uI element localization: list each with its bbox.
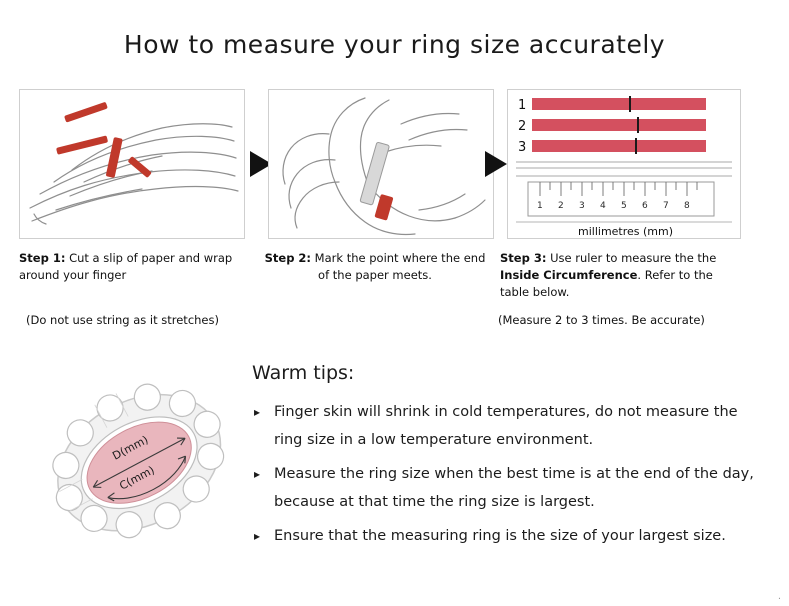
ring-circumference-label: C(mm) bbox=[117, 463, 157, 493]
ring-diagram bbox=[30, 350, 245, 580]
ring-illustration-svg bbox=[30, 350, 245, 580]
svg-text:1: 1 bbox=[518, 98, 527, 113]
warm-tips-section bbox=[252, 362, 762, 556]
bullet-icon: ▸ bbox=[254, 467, 261, 481]
corner-mark: . bbox=[777, 591, 781, 602]
step-3-caption bbox=[500, 250, 740, 301]
warm-tips-heading: Warm tips: bbox=[252, 362, 355, 384]
svg-text:3: 3 bbox=[579, 201, 585, 211]
warm-tip-text: Finger skin will shrink in cold temperatures, do not measure the ring size in a low temperature environment. bbox=[274, 404, 738, 448]
step-1-caption bbox=[19, 250, 251, 284]
arrow-step2-to-step3 bbox=[485, 151, 507, 177]
step-2-caption bbox=[262, 250, 488, 284]
page-title: How to measure your ring size accurately bbox=[123, 30, 666, 59]
step-2-label: Step 2: bbox=[264, 251, 312, 265]
svg-text:1: 1 bbox=[537, 201, 543, 211]
step-1-illustration bbox=[19, 89, 245, 239]
step-3-text: Use ruler to measure the the bbox=[546, 251, 717, 265]
step-3-emphasis: Inside Circumference bbox=[500, 268, 638, 282]
warm-tip-text: Measure the ring size when the best time is at the end of the day, because at that time the ring size is largest. bbox=[274, 466, 754, 510]
svg-text:7: 7 bbox=[663, 201, 669, 211]
svg-text:2: 2 bbox=[518, 119, 527, 134]
ruler-and-strips-svg bbox=[508, 90, 740, 238]
step-3-illustration bbox=[507, 89, 741, 239]
step-1-text: Cut a slip of paper and wrap around your finger bbox=[19, 251, 233, 282]
step-3-text-2: . Refer to the table below. bbox=[500, 268, 713, 299]
warm-tip-text: Ensure that the measuring ring is the size of your largest size. bbox=[274, 528, 726, 544]
warm-tip-item bbox=[252, 398, 762, 454]
step-1-note: (Do not use string as it stretches) bbox=[26, 313, 219, 327]
hand-marking-svg bbox=[269, 90, 493, 238]
warm-tip-item bbox=[252, 522, 762, 550]
hand-with-paper-svg bbox=[20, 90, 244, 238]
step-2-text: Mark the point where the end of the paper meets. bbox=[311, 251, 486, 282]
step-3-note: (Measure 2 to 3 times. Be accurate) bbox=[498, 313, 705, 327]
step-2-illustration bbox=[268, 89, 494, 239]
ring-diameter-label: D(mm) bbox=[110, 433, 151, 463]
ruler-unit-caption: millimetres (mm) bbox=[578, 225, 674, 238]
svg-text:2: 2 bbox=[558, 201, 564, 211]
svg-text:6: 6 bbox=[642, 201, 648, 211]
steps-row bbox=[19, 89, 770, 239]
step-3-label: Step 3: bbox=[500, 251, 547, 265]
bullet-icon: ▸ bbox=[254, 529, 261, 543]
step-1-label: Step 1: bbox=[19, 251, 66, 265]
svg-text:4: 4 bbox=[600, 201, 606, 211]
warm-tip-item bbox=[252, 460, 762, 516]
svg-text:5: 5 bbox=[621, 201, 627, 211]
bullet-icon: ▸ bbox=[254, 405, 261, 419]
svg-text:8: 8 bbox=[684, 201, 690, 211]
svg-text:3: 3 bbox=[518, 140, 527, 155]
